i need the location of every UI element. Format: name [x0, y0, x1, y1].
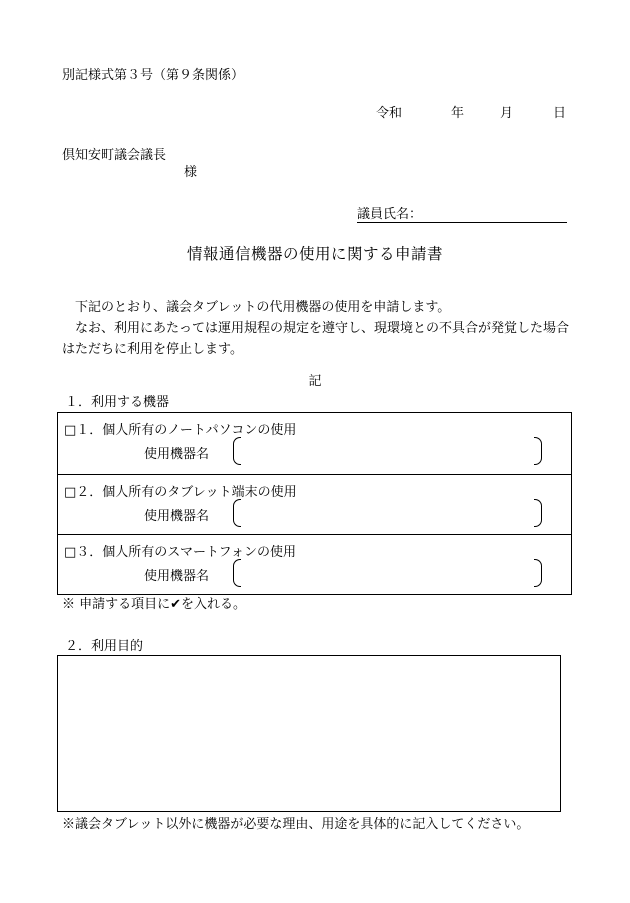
section1-heading: １．利用する機器: [65, 395, 170, 410]
section2-heading: ２．利用目的: [65, 639, 144, 654]
device-name-label: 使用機器名: [144, 447, 210, 462]
device-option-checkbox-label[interactable]: □３．個人所有のスマートフォンの使用: [64, 545, 296, 560]
device-option-checkbox-label[interactable]: □２．個人所有のタブレット端末の使用: [64, 485, 297, 500]
ki-heading: 記: [308, 374, 322, 389]
device-option-laptop: [58, 413, 571, 474]
addressee: 倶知安町議会議長: [62, 148, 167, 163]
date-era: 令和: [376, 106, 403, 121]
purpose-note: ※議会タブレット以外に機器が必要な理由、用途を具体的に記入してください。: [62, 817, 530, 832]
purpose-textarea[interactable]: [57, 655, 561, 812]
bracket-right-icon: [534, 499, 542, 527]
honorific: 様: [184, 165, 198, 180]
bracket-left-icon: [233, 437, 241, 465]
device-name-label: 使用機器名: [144, 569, 210, 584]
body-paragraph-1: 下記のとおり、議会タブレットの代用機器の使用を申請します。: [75, 300, 451, 315]
bracket-left-icon: [233, 559, 241, 587]
device-option-smartphone: [58, 534, 571, 594]
date-year: 年: [451, 106, 465, 121]
body-paragraph-2: なお、利用にあたっては運用規程の規定を遵守し、現環境との不具合が発覚した場合はただちに利用を停止します。: [62, 321, 570, 357]
device-option-tablet: [58, 474, 571, 534]
device-options-box: [57, 412, 572, 595]
member-name-field[interactable]: [357, 222, 567, 223]
date-day: 日: [553, 106, 567, 121]
bracket-right-icon: [534, 559, 542, 587]
bracket-left-icon: [233, 499, 241, 527]
member-name-label: 議員氏名：: [357, 207, 423, 222]
document-title: 情報通信機器の使用に関する申請書: [186, 245, 443, 263]
date-month: 月: [500, 106, 514, 121]
bracket-right-icon: [534, 437, 542, 465]
device-name-label: 使用機器名: [144, 509, 210, 524]
checkmark-note: ※ 申請する項目に✔を入れる。: [62, 597, 247, 612]
device-option-checkbox-label[interactable]: □１．個人所有のノートパソコンの使用: [64, 423, 297, 438]
form-number: 別記様式第３号（第９条関係）: [62, 68, 245, 83]
body-text: [62, 297, 572, 360]
